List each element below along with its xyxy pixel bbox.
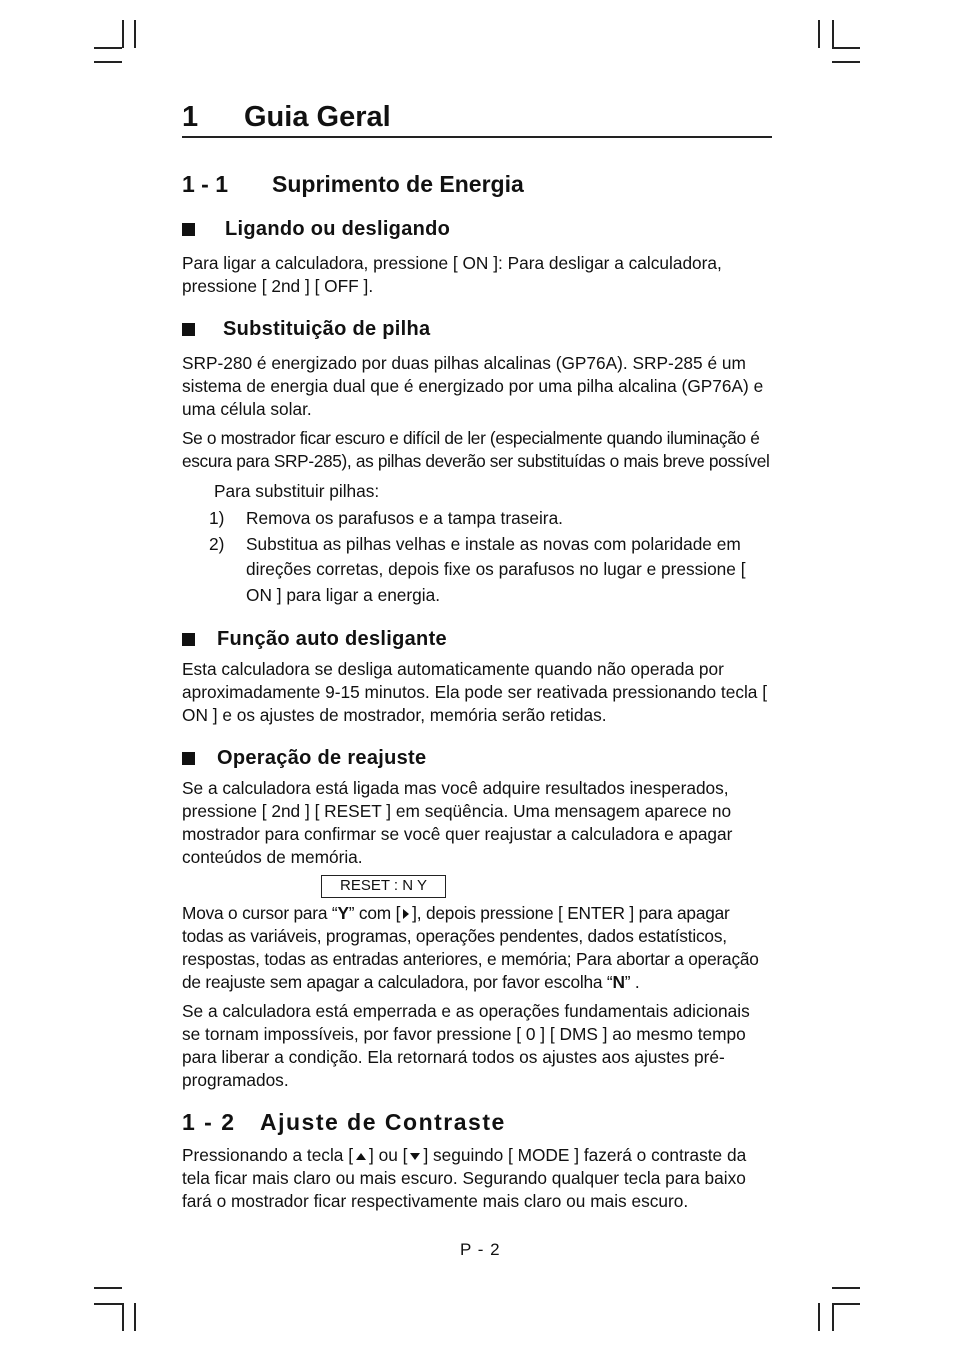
key-y: Y bbox=[337, 903, 349, 923]
paragraph-battery-2: Se o mostrador ficar escuro e difícil de ler (especialmente quando iluminação é escura para SRP-285), as pilhas deverão ser substituídas o mais breve possível bbox=[182, 428, 770, 471]
crop-mark bbox=[134, 20, 136, 48]
paragraph-on-off: Para ligar a calculadora, pressione [ ON ]: Para desligar a calculadora, pressione [ 2nd ] [ OFF ]. bbox=[182, 253, 722, 296]
section-heading-contrast bbox=[182, 1108, 772, 1136]
crop-mark bbox=[134, 1303, 136, 1331]
subheading-reset bbox=[182, 745, 772, 771]
paragraph-auto-off: Esta calculadora se desliga automaticamente quando não operada por aproximadamente 9-15 minutos. Ela pode ser reativada pressionando tecla [ ON ] e os ajustes de mostrador, memória serão retidas. bbox=[182, 659, 768, 725]
triangle-right-icon bbox=[403, 909, 409, 919]
subheading-title: Ligando ou desligando bbox=[225, 218, 451, 240]
paragraph-reset-2 bbox=[182, 902, 772, 994]
section-number: 1 - 2 bbox=[182, 1109, 236, 1135]
crop-mark bbox=[832, 20, 834, 48]
paragraph-reset-3: Se a calculadora está emperrada e as operações fundamentais adicionais se tornam impossíveis, por favor pressione [ 0 ] [ DMS ] ao mesmo tempo para liberar a condição. Ela retornará todos os ajustes aos ajustes pré-programados. bbox=[182, 1001, 750, 1090]
list-item bbox=[182, 506, 772, 532]
paragraph-contrast bbox=[182, 1144, 772, 1213]
crop-mark bbox=[832, 1303, 860, 1305]
crop-mark bbox=[122, 1303, 124, 1331]
crop-mark bbox=[94, 61, 122, 63]
crop-mark bbox=[122, 20, 124, 48]
square-bullet-icon bbox=[182, 752, 195, 765]
subheading-on-off bbox=[182, 216, 772, 242]
page-number: P - 2 bbox=[460, 1240, 501, 1259]
crop-mark bbox=[832, 1287, 860, 1289]
subheading-auto-off bbox=[182, 626, 772, 652]
subheading-title: Operação de reajuste bbox=[217, 747, 427, 769]
list-item bbox=[182, 532, 772, 609]
step-number: 2) bbox=[209, 533, 225, 554]
crop-mark bbox=[832, 1303, 834, 1331]
crop-mark bbox=[94, 47, 122, 49]
key-n: N bbox=[612, 972, 625, 992]
crop-mark bbox=[832, 47, 860, 49]
crop-mark bbox=[818, 1303, 820, 1331]
triangle-down-icon bbox=[410, 1153, 420, 1160]
reset-display-box: RESET : N Y bbox=[321, 875, 446, 898]
crop-mark bbox=[818, 20, 820, 48]
section-number: 1 - 1 bbox=[182, 171, 229, 197]
text-run: Pressionando a tecla [ bbox=[182, 1145, 353, 1165]
chapter-number: 1 bbox=[182, 101, 199, 133]
square-bullet-icon bbox=[182, 323, 195, 336]
subheading-title: Função auto desligante bbox=[217, 628, 447, 650]
page-content bbox=[182, 100, 772, 1213]
text-run: Mova o cursor para “ bbox=[182, 903, 338, 923]
crop-mark bbox=[832, 61, 860, 63]
triangle-up-icon bbox=[356, 1153, 366, 1160]
step-number: 1) bbox=[209, 508, 225, 528]
battery-steps-intro: Para substituir pilhas: bbox=[214, 481, 380, 501]
crop-mark bbox=[94, 1287, 122, 1289]
subheading-title: Substituição de pilha bbox=[223, 318, 431, 340]
battery-steps-list bbox=[182, 506, 772, 608]
paragraph-reset-1: Se a calculadora está ligada mas você adquire resultados inesperados, pressione [ 2nd ] [ RESET ] em seqüência. Uma mensagem aparece no mostrador para confirmar se você quer reajustar a calculadora e apagar conteúdos de memória. bbox=[182, 778, 733, 867]
text-run: ” . bbox=[624, 972, 640, 992]
text-run: ] seguindo [ MODE ] fazerá o contraste da tela ficar mais claro ou mais escuro. Segurando qualquer tecla para baixo fará o mostrador ficar respectivamente mais claro ou mais escuro. bbox=[182, 1145, 747, 1211]
text-run: ” com [ bbox=[348, 903, 401, 923]
crop-mark bbox=[94, 1303, 122, 1305]
step-text: Remova os parafusos e a tampa traseira. bbox=[246, 508, 563, 528]
chapter-heading bbox=[182, 100, 772, 138]
section-title: Suprimento de Energia bbox=[272, 171, 524, 197]
section-heading-power bbox=[182, 170, 772, 198]
text-run: ] ou [ bbox=[369, 1145, 408, 1165]
square-bullet-icon bbox=[182, 633, 195, 646]
paragraph-battery-1: SRP-280 é energizado por duas pilhas alcalinas (GP76A). SRP-285 é um sistema de energia dual que é energizado por uma pilha alcalina (GP76A) e uma célula solar. bbox=[182, 353, 764, 419]
chapter-title: Guia Geral bbox=[244, 101, 391, 133]
text-run: ], depois pressione [ ENTER ] para apagar todas as variáveis, programas, operações pendentes, dados estatísticos, respostas, todas as entradas anteriores, e memória; Para abortar a operação de reajuste sem apagar a calculadora, por favor escolha “ bbox=[182, 903, 759, 992]
step-text: Substitua as pilhas velhas e instale as novas com polaridade em direções corretas, depois fixe os parafusos no lugar e pressione [ ON ] para ligar a energia. bbox=[246, 533, 746, 605]
section-title: Ajuste de Contraste bbox=[260, 1109, 506, 1135]
square-bullet-icon bbox=[182, 223, 195, 236]
subheading-battery bbox=[182, 316, 772, 342]
